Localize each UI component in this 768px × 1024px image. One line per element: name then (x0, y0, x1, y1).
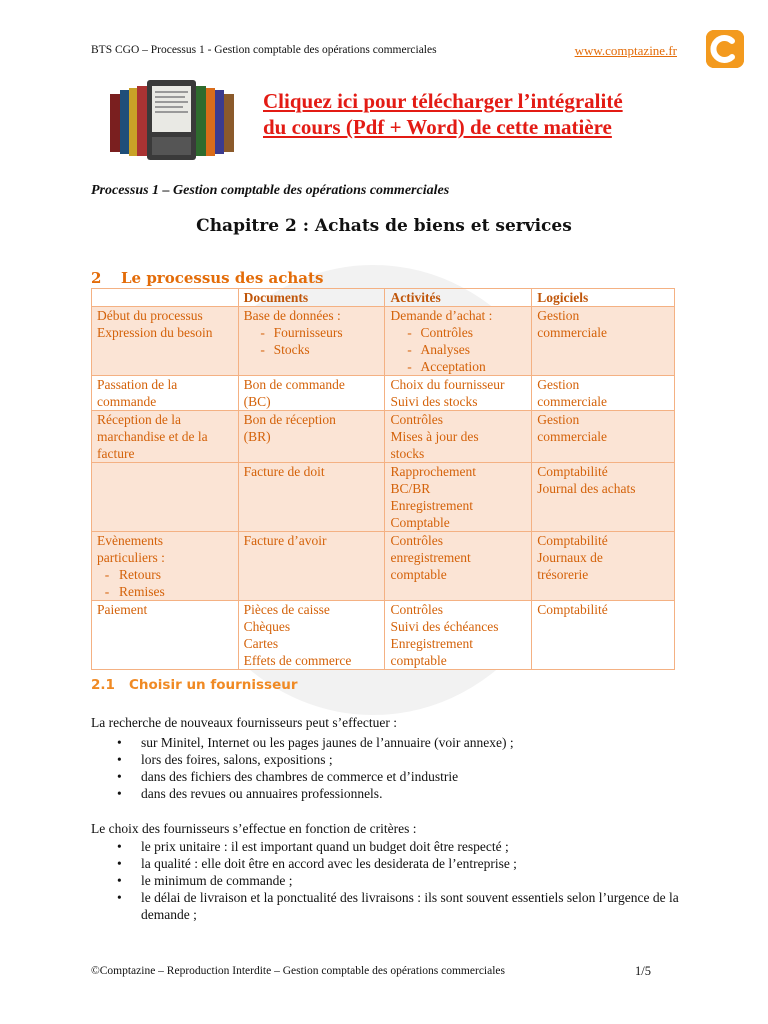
list-item: • le délai de livraison et la ponctualité des livraisons : ils sont souvent essentiels selon l’urgence de la demande ; (91, 889, 681, 923)
section-title: Le processus des achats (121, 269, 324, 287)
cell-line: Choix du fournisseur (390, 377, 505, 392)
purchase-process-table (91, 288, 675, 670)
cell-line: Comptabilité (537, 602, 608, 617)
criteria-list (91, 838, 681, 923)
table-cell (385, 307, 532, 376)
cell-list-item: - Stocks (244, 341, 380, 358)
cell-line: comptable (390, 653, 447, 668)
cell-line: commande (97, 394, 157, 409)
page-footer (91, 965, 651, 977)
cell-line: Facture d’avoir (243, 533, 327, 548)
table-row (92, 411, 675, 463)
subsection-title: Choisir un fournisseur (129, 677, 298, 693)
cell-line: (BC) (243, 394, 271, 409)
table-header-row (92, 289, 675, 307)
site-link[interactable]: www.comptazine.fr (574, 43, 677, 58)
cell-line: Bon de réception (243, 412, 336, 427)
cell-list-item: - Remises (97, 583, 233, 600)
cell-line: Gestion (537, 412, 580, 427)
cell-line: Journaux de (537, 550, 603, 565)
cell-line: Effets de commerce (243, 653, 352, 668)
cell-line: Evènements (97, 533, 163, 548)
cell-list-item: - Acceptation (390, 358, 526, 375)
cell-line: trésorerie (537, 567, 589, 582)
section-number: 2 (91, 269, 102, 287)
list-item: • dans des revues ou annuaires professionnels. (91, 785, 681, 802)
paragraph-criteria-intro: Le choix des fournisseurs s’effectue en fonction de critères : (91, 821, 417, 836)
cell-line: Enregistrement (390, 498, 473, 513)
table-row (92, 532, 675, 601)
table-cell (532, 532, 675, 601)
section-heading (91, 269, 323, 287)
table-cell (238, 463, 385, 532)
promo-line-2[interactable]: du cours (Pdf + Word) de cette matière (263, 115, 612, 139)
cell-list-item: - Retours (97, 566, 233, 583)
cell-line: Facture de doit (243, 464, 325, 479)
table-cell (238, 307, 385, 376)
table-cell (92, 532, 239, 601)
list-item: • dans des fichiers des chambres de commerce et d’industrie (91, 768, 681, 785)
cell-line: Rapprochement (390, 464, 476, 479)
table-cell (238, 601, 385, 670)
header-text: BTS CGO – Processus 1 - Gestion comptable des opérations commerciales (91, 44, 437, 56)
cell-line: Gestion (537, 377, 580, 392)
table-cell (92, 376, 239, 411)
cell-line: Base de données : (243, 308, 341, 323)
table-cell (238, 376, 385, 411)
footer-text: ©Comptazine – Reproduction Interdite – Gestion comptable des opérations commerciales (91, 965, 505, 977)
cell-list-item: - Analyses (390, 341, 526, 358)
search-methods-list (91, 734, 681, 802)
cell-line: commerciale (537, 429, 607, 444)
table-cell (385, 376, 532, 411)
process-title: Processus 1 – Gestion comptable des opérations commerciales (91, 183, 450, 198)
cell-line: commerciale (537, 394, 607, 409)
cell-line: Réception de la (97, 412, 181, 427)
page-header (91, 44, 677, 62)
table-cell (92, 411, 239, 463)
table-cell (532, 463, 675, 532)
download-promo-link[interactable] (263, 88, 703, 140)
cell-line: Comptabilité (537, 464, 608, 479)
ebook-books-image[interactable] (110, 80, 240, 162)
subsection-heading (91, 677, 298, 693)
table-cell (532, 411, 675, 463)
cell-line: Journal des achats (537, 481, 636, 496)
table-cell (238, 411, 385, 463)
table-row (92, 376, 675, 411)
table-cell (532, 601, 675, 670)
cell-line: Cartes (243, 636, 279, 651)
cell-line: Bon de commande (243, 377, 345, 392)
table-header-cell: Logiciels (532, 289, 675, 307)
cell-line: Contrôles (390, 533, 443, 548)
cell-line: enregistrement (390, 550, 471, 565)
cell-line: Suivi des stocks (390, 394, 478, 409)
cell-line: Contrôles (390, 602, 443, 617)
list-item: • lors des foires, salons, expositions ; (91, 751, 681, 768)
cell-line: Pièces de caisse (243, 602, 330, 617)
table-cell (385, 411, 532, 463)
table-cell (385, 463, 532, 532)
page-number: 1/5 (635, 964, 651, 978)
cell-line: Début du processus (97, 308, 203, 323)
cell-line: marchandise et de la (97, 429, 208, 444)
cell-line: particuliers : (97, 550, 165, 565)
table-cell (92, 601, 239, 670)
cell-line: Passation de la (97, 377, 178, 392)
cell-line: Enregistrement (390, 636, 473, 651)
chapter-title: Chapitre 2 : Achats de biens et services (196, 216, 572, 236)
table-cell (238, 532, 385, 601)
promo-line-1[interactable]: Cliquez ici pour télécharger l’intégralité (263, 89, 623, 113)
table-cell (532, 307, 675, 376)
list-item: • sur Minitel, Internet ou les pages jaunes de l’annuaire (voir annexe) ; (91, 734, 681, 751)
comptazine-logo-icon[interactable] (706, 30, 744, 68)
cell-line: Paiement (97, 602, 148, 617)
cell-line: Gestion (537, 308, 580, 323)
table-header-cell (92, 289, 239, 307)
cell-line: Expression du besoin (97, 325, 213, 340)
cell-line: Chèques (243, 619, 291, 634)
cell-line: comptable (390, 567, 447, 582)
table-header-cell: Documents (238, 289, 385, 307)
subsection-number: 2.1 (91, 677, 115, 693)
paragraph-search-intro: La recherche de nouveaux fournisseurs peut s’effectuer : (91, 715, 397, 730)
table-cell (532, 376, 675, 411)
table-row (92, 601, 675, 670)
cell-line: Demande d’achat : (390, 308, 493, 323)
cell-line: Contrôles (390, 412, 443, 427)
table-cell (385, 601, 532, 670)
cell-line: Suivi des échéances (390, 619, 499, 634)
cell-line: facture (97, 446, 135, 461)
cell-line: BC/BR (390, 481, 431, 496)
cell-line: Comptabilité (537, 533, 608, 548)
cell-line: Mises à jour des (390, 429, 479, 444)
cell-list-item: - Contrôles (390, 324, 526, 341)
table-cell (92, 307, 239, 376)
cell-line: commerciale (537, 325, 607, 340)
cell-list-item: - Fournisseurs (244, 324, 380, 341)
cell-line: Comptable (390, 515, 450, 530)
list-item: • la qualité : elle doit être en accord avec les desiderata de l’entreprise ; (91, 855, 681, 872)
cell-line: stocks (390, 446, 425, 461)
list-item: • le minimum de commande ; (91, 872, 681, 889)
table-row (92, 463, 675, 532)
table-header-cell: Activités (385, 289, 532, 307)
list-item: • le prix unitaire : il est important quand un budget doit être respecté ; (91, 838, 681, 855)
table-cell (385, 532, 532, 601)
table-cell (92, 463, 239, 532)
table-row (92, 307, 675, 376)
cell-line: (BR) (243, 429, 271, 444)
